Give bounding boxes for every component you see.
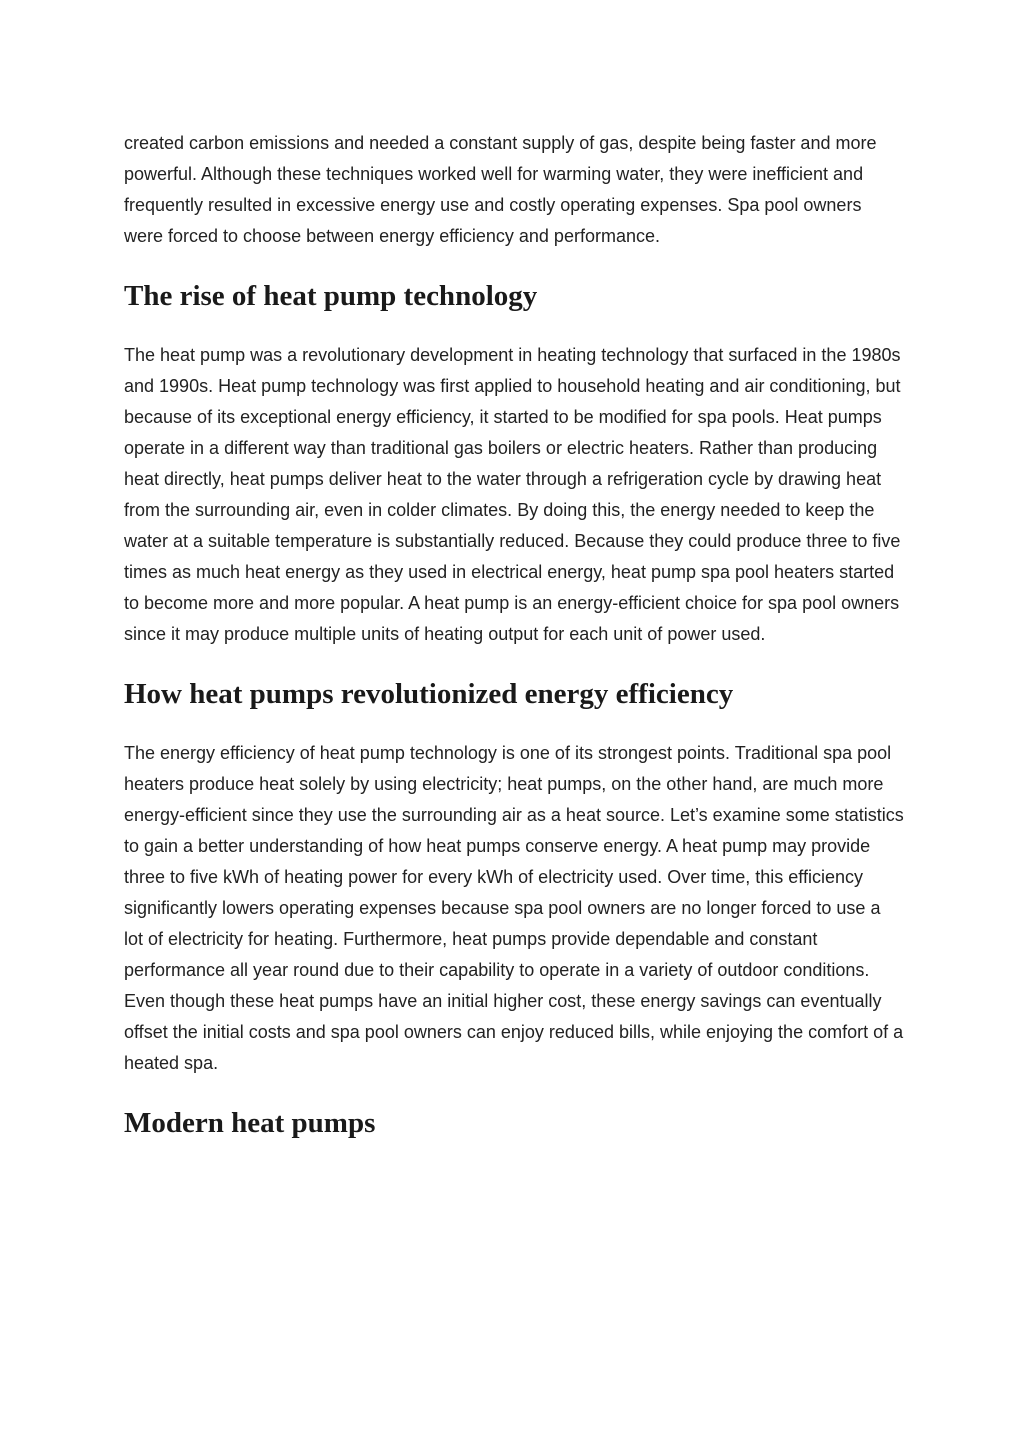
paragraph-intro-continued: created carbon emissions and needed a constant supply of gas, despite being faster and more powerful. Although these techniques worked well for warming water, they were inefficient and frequently resulted in excessive energy use and costly operating expenses. Spa pool owners were forced to choose between energy efficiency and performance. [124, 133, 877, 246]
paragraph-energy-efficiency: The energy efficiency of heat pump technology is one of its strongest points. Traditional spa pool heaters produce heat solely by using electricity; heat pumps, on the other hand, are much more energy-efficient since they use the surrounding air as a heat source. Let’s examine some statistics to gain a better understanding of how heat pumps conserve energy. A heat pump may provide three to five kWh of heating power for every kWh of electricity used. Over time, this efficiency significantly lowers operating expenses because spa pool owners are no longer forced to use a lot of electricity for heating. Furthermore, heat pumps provide dependable and constant performance all year round due to their capability to operate in a variety of outdoor conditions. Even though these heat pumps have an initial higher cost, these energy savings can eventually offset the initial costs and spa pool owners can enjoy reduced bills, while enjoying the comfort of a heated spa. [124, 743, 904, 1073]
heading-energy-efficiency: How heat pumps revolutionized energy efficiency [124, 678, 734, 710]
heading-modern-heat-pumps: Modern heat pumps [124, 1107, 376, 1139]
heading-rise-of-heat-pumps: The rise of heat pump technology [124, 280, 538, 312]
paragraph-heat-pump-history: The heat pump was a revolutionary development in heating technology that surfaced in the 1980s and 1990s. Heat pump technology was first applied to household heating and air conditioning, but because of its exceptional energy efficiency, it started to be modified for spa pools. Heat pumps operate in a different way than traditional gas boilers or electric heaters. Rather than producing heat directly, heat pumps deliver heat to the water through a refrigeration cycle by drawing heat from the surrounding air, even in colder climates. By doing this, the energy needed to keep the water at a suitable temperature is substantially reduced. Because they could produce three to five times as much heat energy as they used in electrical energy, heat pump spa pool heaters started to become more and more popular. A heat pump is an energy-efficient choice for spa pool owners since it may produce multiple units of heating output for each unit of power used. [124, 345, 901, 644]
document-body [124, 128, 904, 1141]
